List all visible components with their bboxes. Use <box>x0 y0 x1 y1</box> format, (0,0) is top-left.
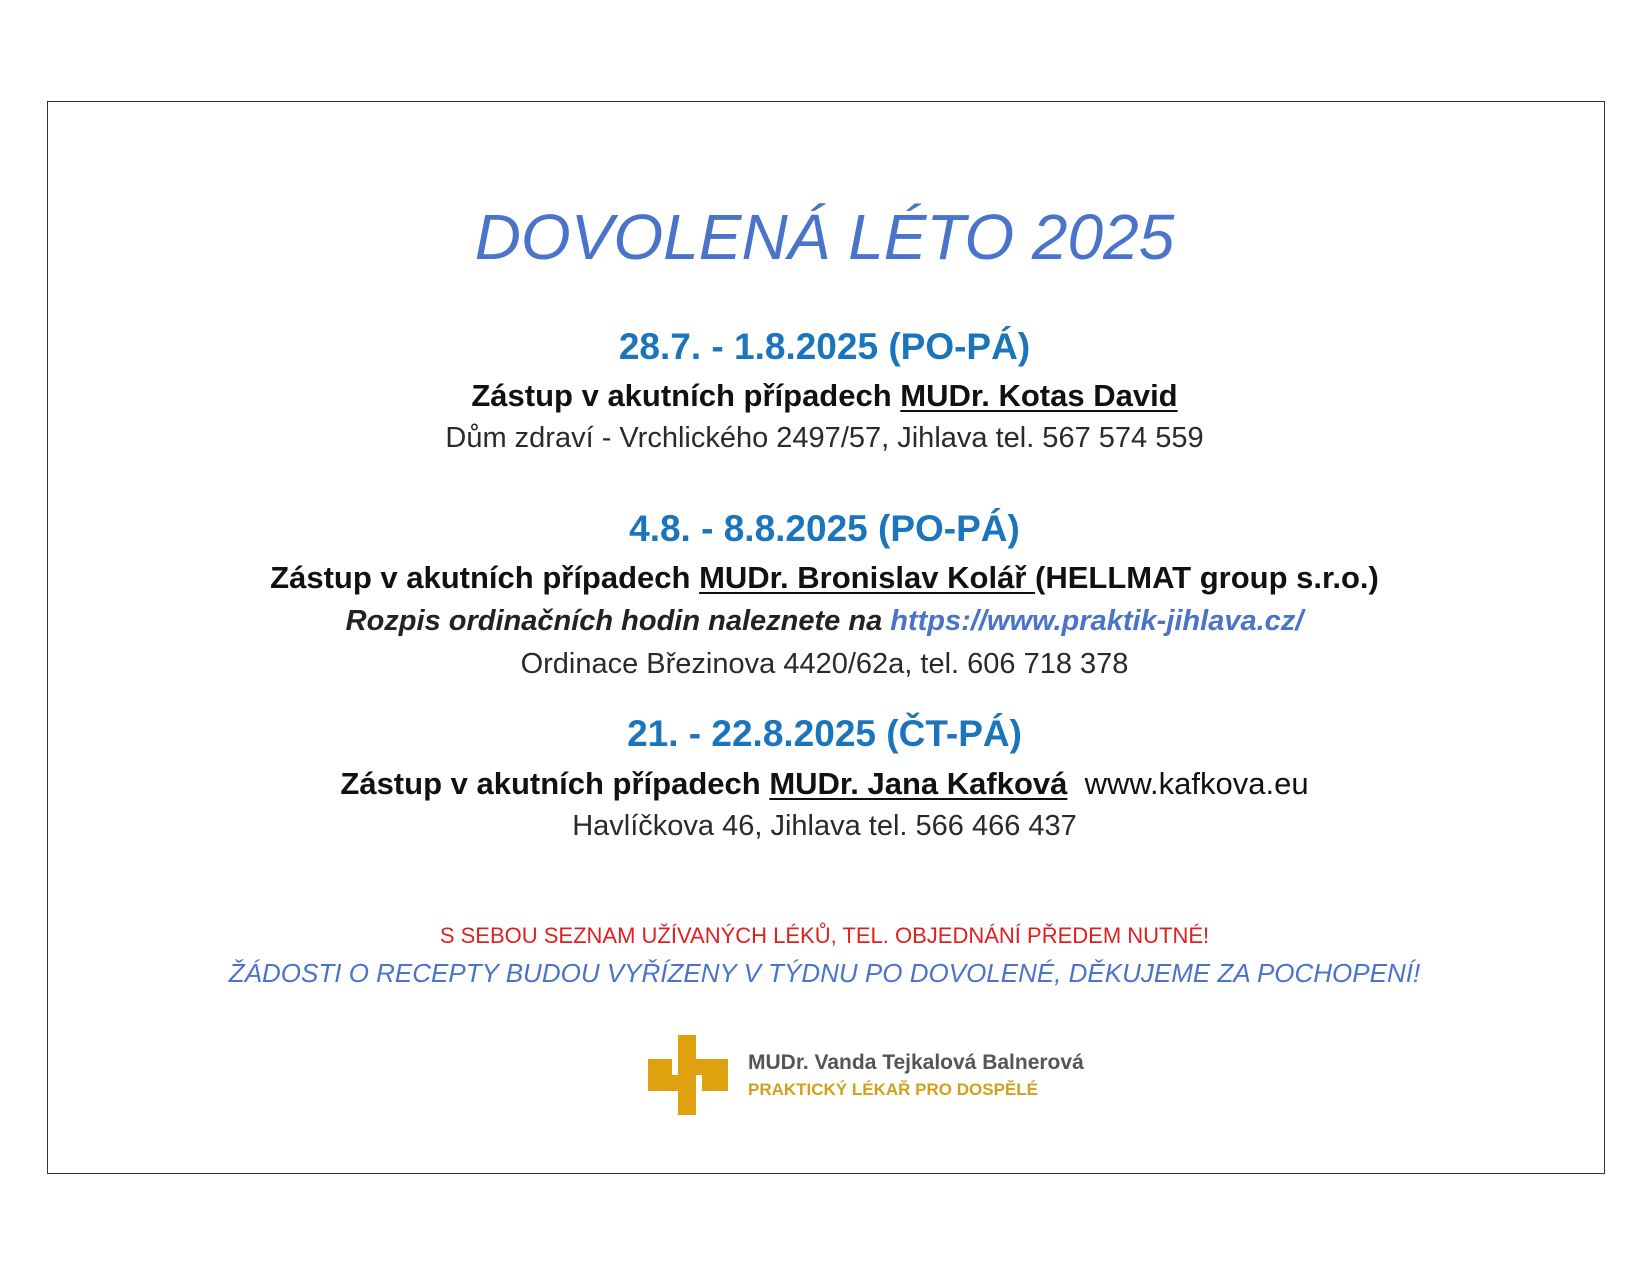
warning-notice: S SEBOU SEZNAM UŽÍVANÝCH LÉKŮ, TEL. OBJEDNÁNÍ PŘEDEM NUTNÉ! <box>439 923 1210 948</box>
substitute-1-prefix: Zástup v akutních případech <box>471 378 901 413</box>
page-title: DOVOLENÁ LÉTO 2025 <box>474 201 1175 273</box>
substitute-1 <box>0 378 1649 414</box>
substitute-3-prefix: Zástup v akutních případech <box>340 766 770 801</box>
substitute-2-address: Ordinace Březinova 4420/62a, tel. 606 718 378 <box>520 648 1129 680</box>
logo-doctor-role: PRAKTICKÝ LÉKAŘ PRO DOSPĚLÉ <box>748 1080 1038 1099</box>
substitute-1-doctor: MUDr. Kotas David <box>900 378 1178 413</box>
substitute-2-doctor: MUDr. Bronislav Kolář <box>699 560 1035 595</box>
substitute-3-doctor: MUDr. Jana Kafková <box>769 766 1068 801</box>
medical-cross-icon <box>648 1035 728 1115</box>
substitute-3-address: Havlíčkova 46, Jihlava tel. 566 466 437 <box>572 810 1077 842</box>
substitute-3-website[interactable]: www.kafkova.eu <box>1084 766 1309 801</box>
period-3-dates: 21. - 22.8.2025 (ČT-PÁ) <box>627 713 1022 754</box>
schedule-text: Rozpis ordinačních hodin naleznete na <box>345 605 891 637</box>
period-2-dates: 4.8. - 8.8.2025 (PO-PÁ) <box>629 508 1020 549</box>
substitute-2 <box>0 560 1649 596</box>
substitute-2-company: (HELLMAT group s.r.o.) <box>1035 560 1379 595</box>
schedule-line <box>0 605 1649 638</box>
logo-doctor-name: MUDr. Vanda Tejkalová Balnerová <box>748 1051 1084 1074</box>
substitute-2-prefix: Zástup v akutních případech <box>270 560 700 595</box>
clinic-logo <box>648 1035 1088 1115</box>
schedule-link[interactable]: https://www.praktik-jihlava.cz/ <box>890 605 1304 637</box>
period-1-dates: 28.7. - 1.8.2025 (PO-PÁ) <box>618 326 1031 367</box>
prescription-notice: ŽÁDOSTI O RECEPTY BUDOU VYŘÍZENY V TÝDNU PO DOVOLENÉ, DĚKUJEME ZA POCHOPENÍ! <box>228 958 1421 988</box>
substitute-3 <box>0 766 1649 802</box>
substitute-1-address: Dům zdraví - Vrchlického 2497/57, Jihlava tel. 567 574 559 <box>445 422 1204 454</box>
